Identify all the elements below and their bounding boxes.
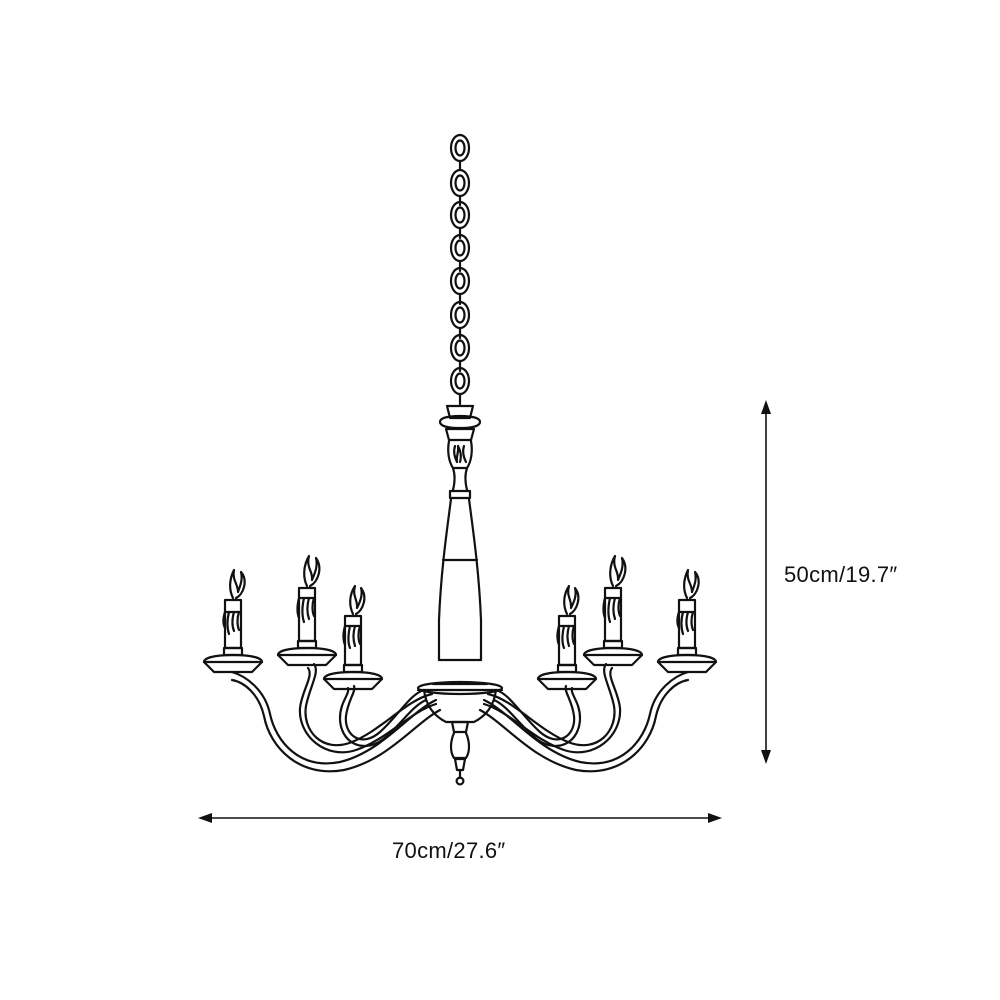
- arm-left-inner: [324, 586, 426, 746]
- top-cap: [440, 406, 480, 428]
- width-dimension-line: [198, 813, 722, 823]
- center-bowl: [418, 660, 502, 722]
- arm-right-middle: [484, 556, 642, 752]
- height-dimension-line: [761, 400, 771, 764]
- arm-right-inner: [494, 586, 596, 746]
- height-dimension-label: 50cm/19.7″: [784, 562, 898, 587]
- center-column: [439, 429, 481, 660]
- chain-group: [451, 135, 469, 404]
- width-dimension-label: 70cm/27.6″: [392, 838, 506, 863]
- arm-left-middle: [278, 556, 436, 752]
- bottom-finial: [451, 722, 469, 784]
